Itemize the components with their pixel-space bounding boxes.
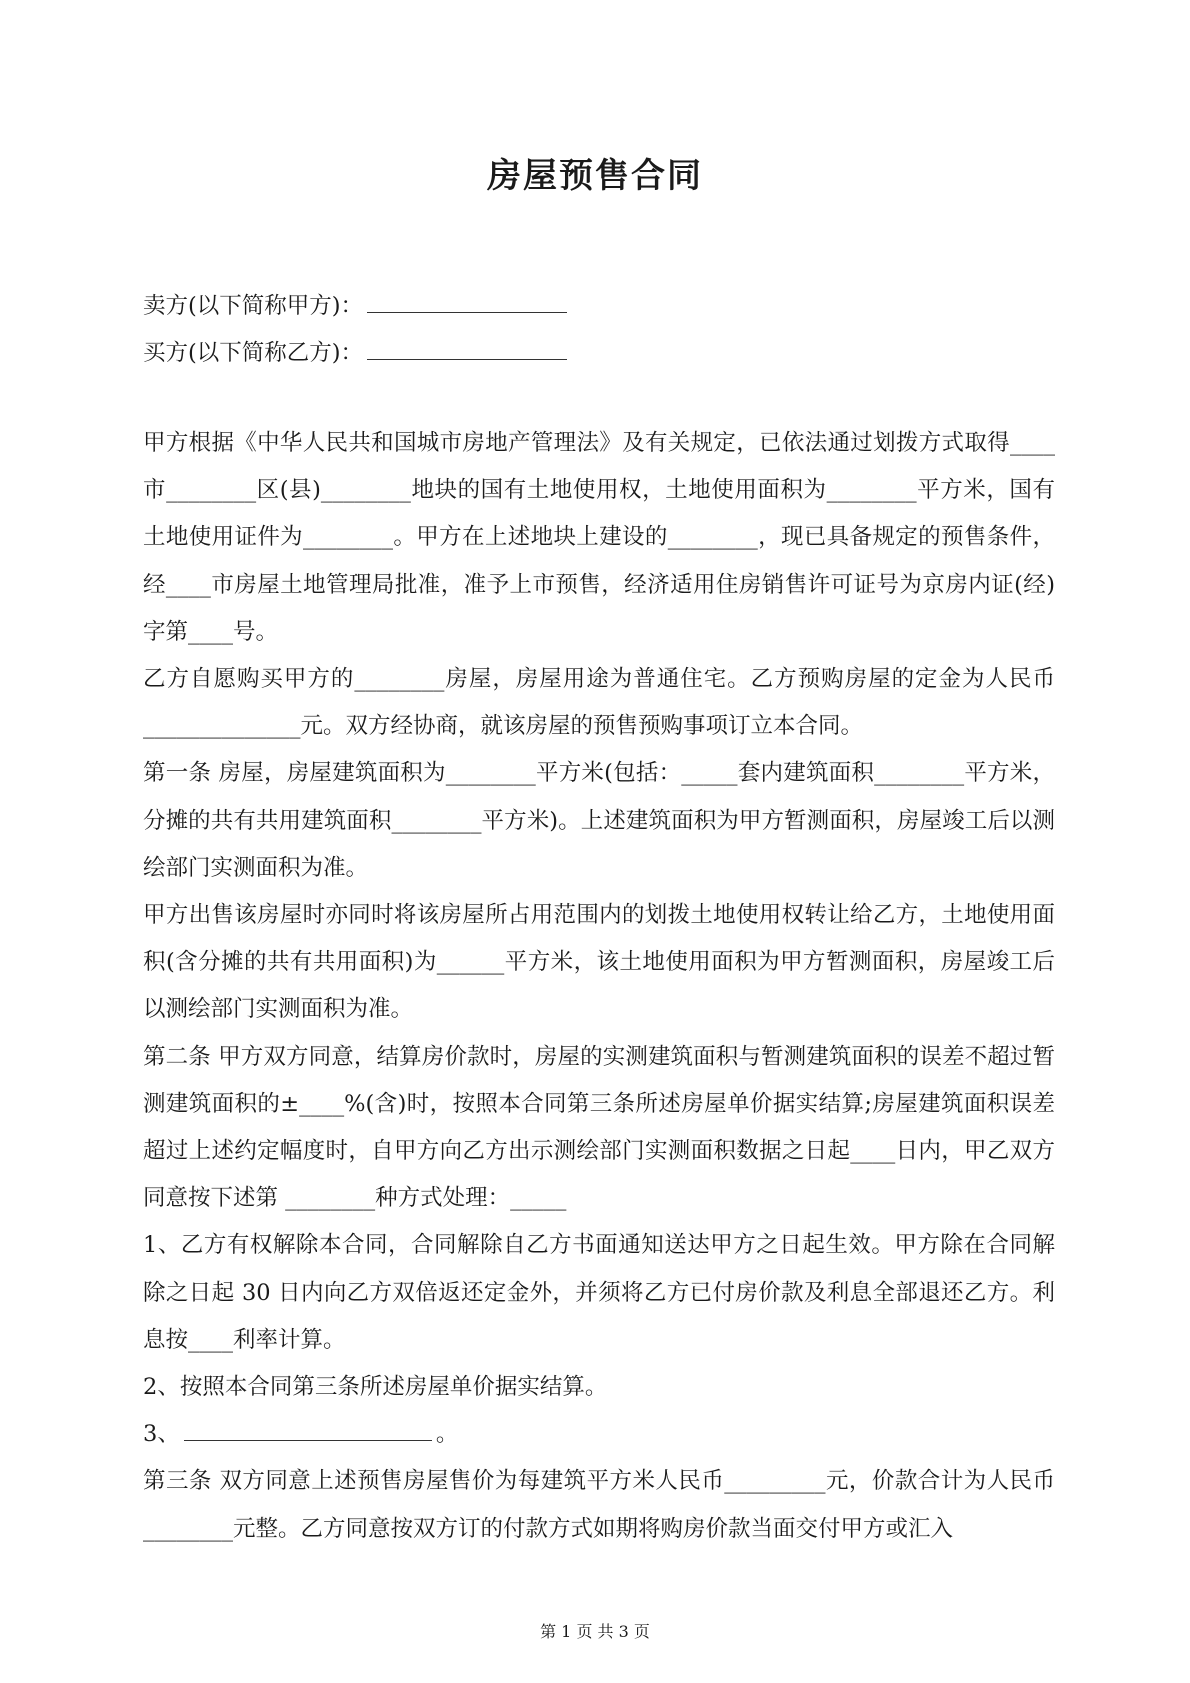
paragraph-land-rights: 甲方根据《中华人民共和国城市房地产管理法》及有关规定，已依法通过划拨方式取得____市________区(县)________地块的国有土地使用权，土地使用面积为________平方米，国有土地使用证件为________。甲方在上述地块上建设的________，现已具备规定的预售条件，经____市房屋土地管理局批准，准予上市预售，经济适用住房销售许可证号为京房内证(经)字第____号。 (143, 430, 1055, 645)
option-3-prefix: 3、 (143, 1421, 180, 1448)
option-3-blank (184, 1418, 432, 1441)
article-1-house-area: 第一条 房屋，房屋建筑面积为________平方米(包括：_____套内建筑面积________平方米，分摊的共有共用建筑面积________平方米)。上述建筑面积为甲方暂测面积，房屋竣工后以测绘部门实测面积为准。 (143, 760, 1055, 881)
contract-body (143, 420, 1055, 1553)
option-3-suffix: 。 (435, 1421, 459, 1448)
seller-label: 卖方(以下简称甲方)： (143, 293, 364, 319)
option-2-settle: 2、按照本合同第三条所述房屋单价据实结算。 (143, 1374, 608, 1401)
option-3-other (143, 1411, 1055, 1458)
seller-name-blank (367, 288, 567, 313)
buyer-line (143, 330, 1063, 377)
buyer-label: 买方(以下简称乙方)： (143, 340, 364, 366)
article-2-area-error: 第二条 甲方双方同意，结算房价款时，房屋的实测建筑面积与暂测建筑面积的误差不超过暂测建筑面积的±____%(含)时，按照本合同第三条所述房屋单价据实结算;房屋建筑面积误差超过上述约定幅度时，自甲方向乙方出示测绘部门实测面积数据之日起____日内，甲乙双方同意按下述第 ________种方式处理：_____ (143, 1043, 1055, 1212)
page-footer: 第 1 页 共 3 页 (540, 1622, 650, 1641)
parties-section (143, 283, 1063, 377)
buyer-name-blank (367, 335, 567, 360)
seller-line (143, 283, 1063, 330)
option-1-terminate: 1、乙方有权解除本合同，合同解除自乙方书面通知送达甲方之日起生效。甲方除在合同解除之日起 30 日内向乙方双倍返还定金外，并须将乙方已付房价款及利息全部退还乙方。利息按____利率计算。 (143, 1232, 1055, 1353)
document-title: 房屋预售合同 (487, 156, 703, 196)
paragraph-land-transfer: 甲方出售该房屋时亦同时将该房屋所占用范围内的划拨土地使用权转让给乙方，土地使用面积(含分摊的共有共用面积)为______平方米，该土地使用面积为甲方暂测面积，房屋竣工后以测绘部门实测面积为准。 (143, 902, 1055, 1023)
article-3-price: 第三条 双方同意上述预售房屋售价为每建筑平方米人民币_________元，价款合计为人民币________元整。乙方同意按双方订的付款方式如期将购房价款当面交付甲方或汇入 (143, 1468, 1055, 1542)
paragraph-purchase-intent: 乙方自愿购买甲方的________房屋，房屋用途为普通住宅。乙方预购房屋的定金为人民币______________元。双方经协商，就该房屋的预售预购事项订立本合同。 (143, 666, 1055, 740)
